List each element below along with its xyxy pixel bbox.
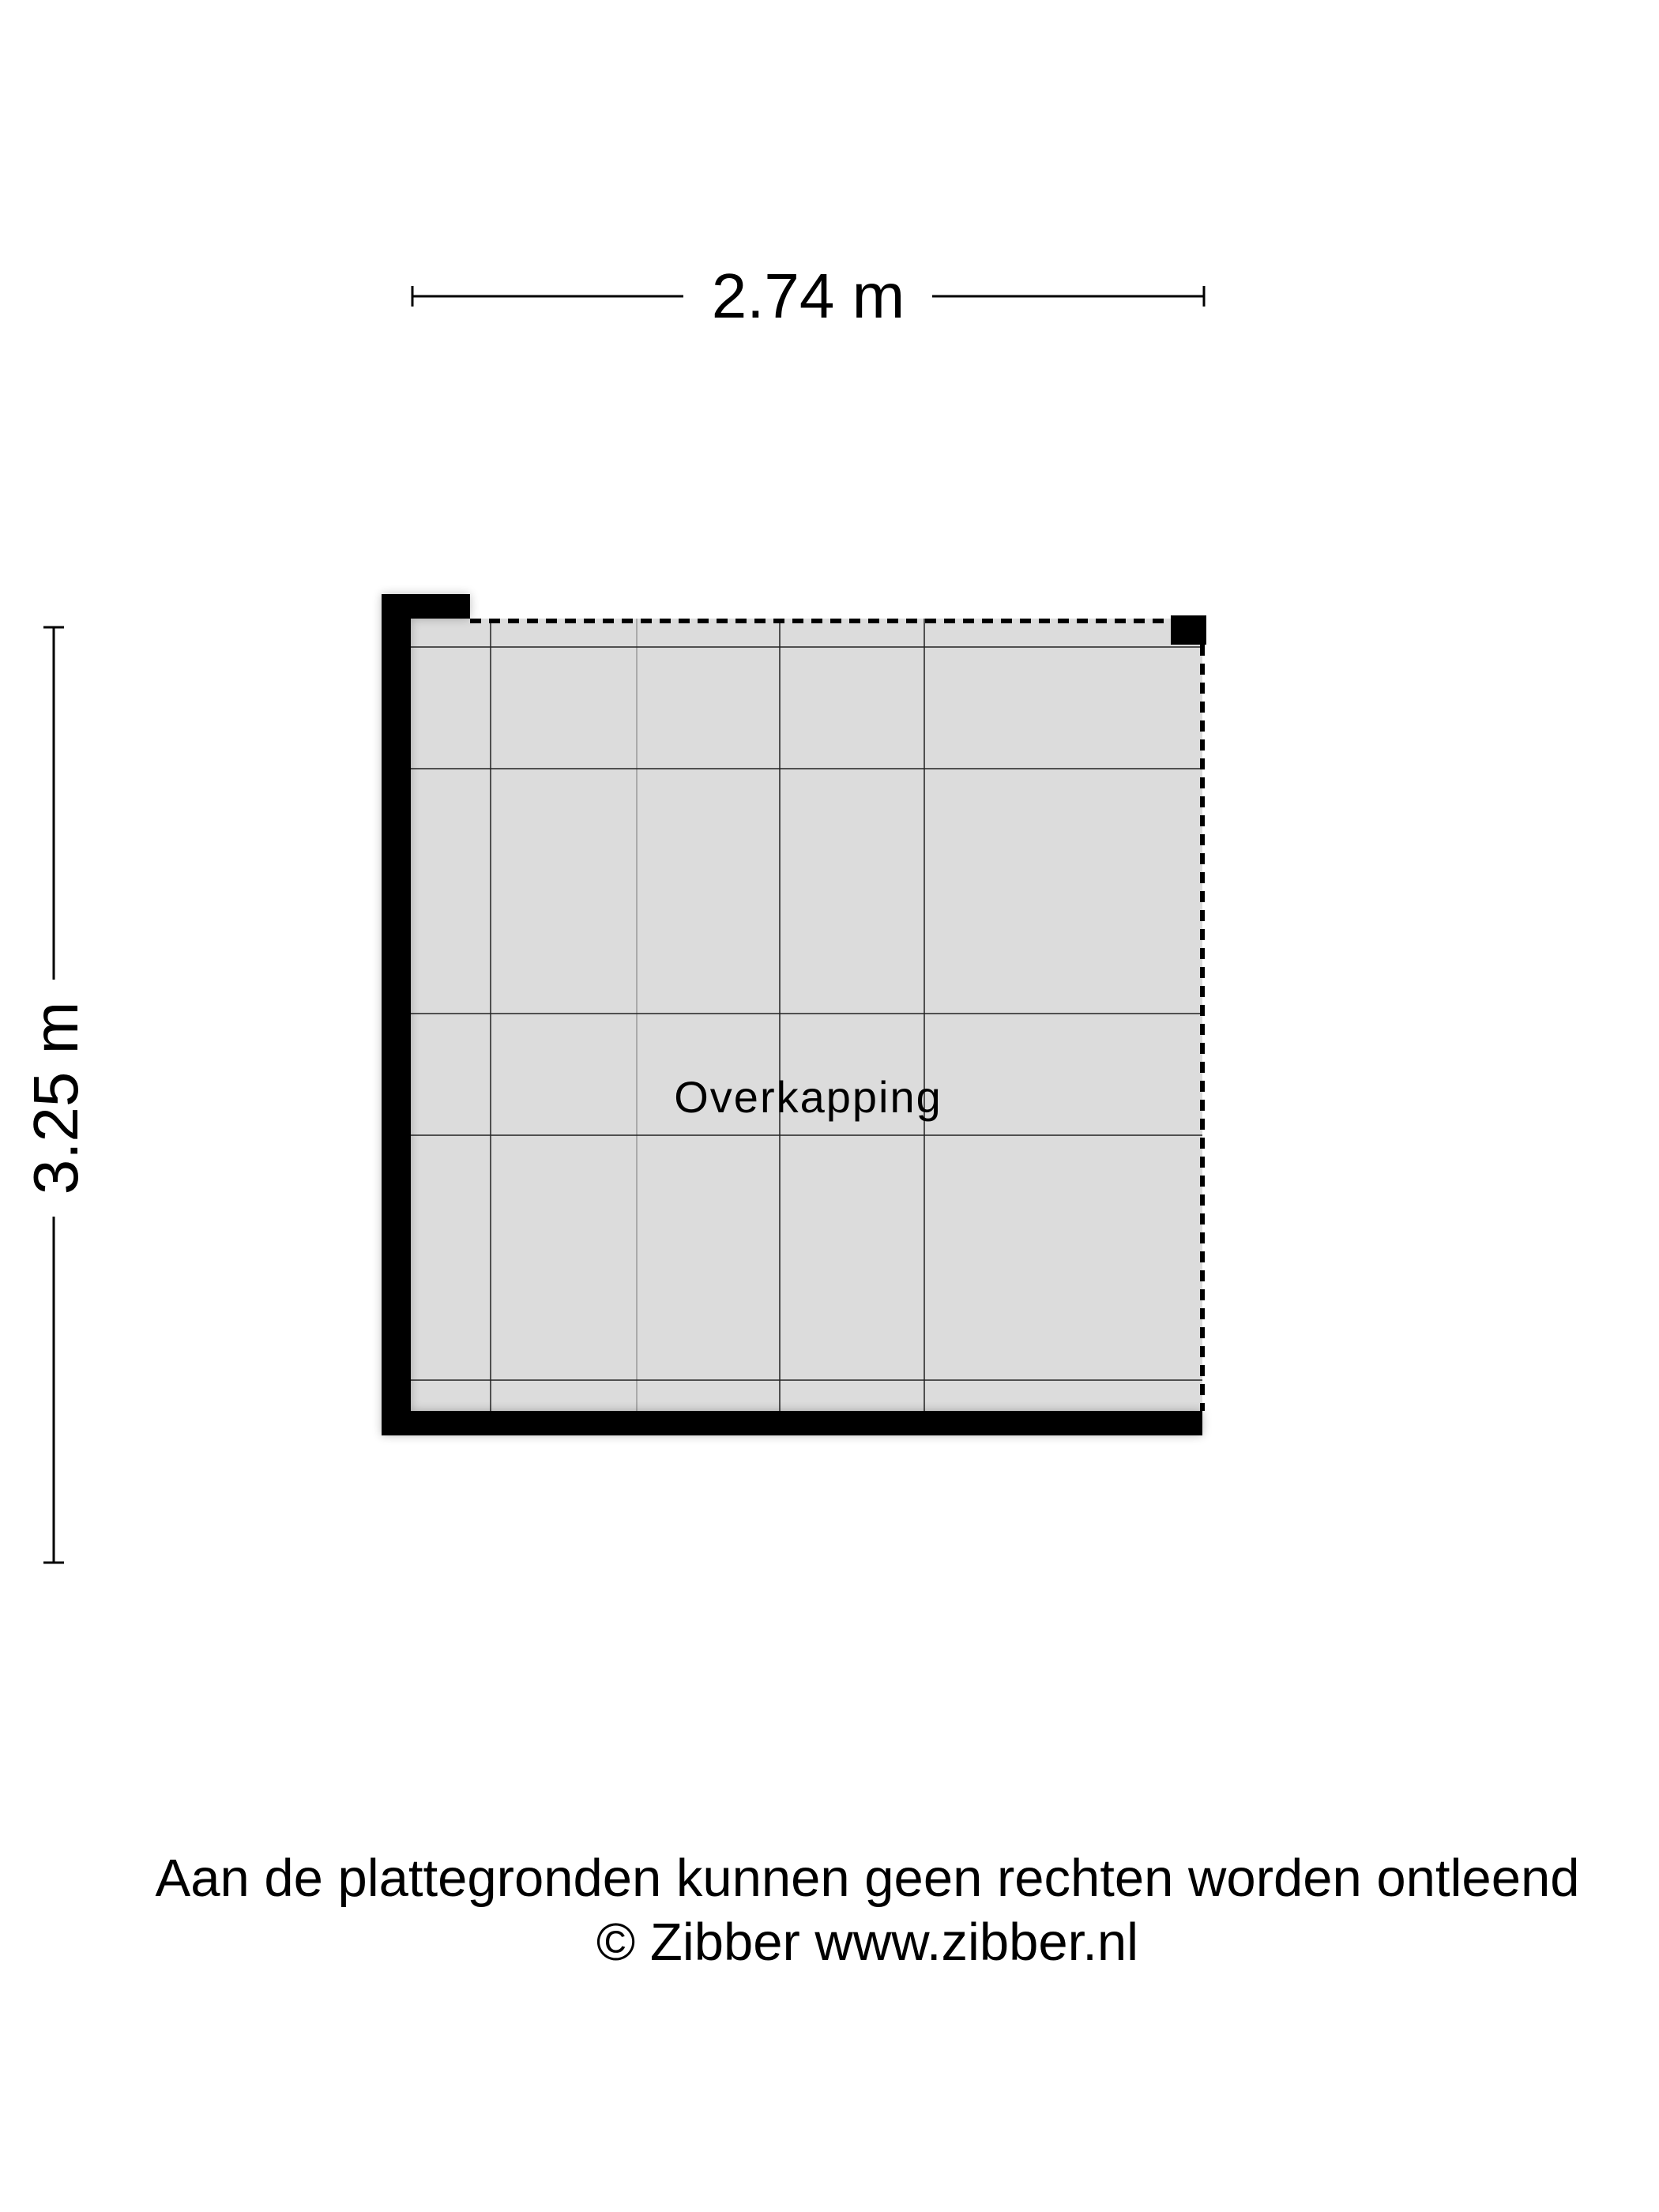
disclaimer-text: Aan de plattegronden kunnen geen rechten worden ontleend bbox=[155, 1849, 1580, 1908]
width-label: 2.74 m bbox=[711, 261, 905, 331]
corner-post bbox=[1171, 615, 1206, 645]
width-dimension bbox=[412, 261, 1204, 331]
height-label: 3.25 m bbox=[21, 1001, 91, 1195]
room-area bbox=[411, 619, 1202, 1411]
height-dimension bbox=[21, 627, 91, 1563]
room-label: Overkapping bbox=[674, 1072, 942, 1122]
copyright-text: © Zibber www.zibber.nl bbox=[596, 1913, 1139, 1972]
